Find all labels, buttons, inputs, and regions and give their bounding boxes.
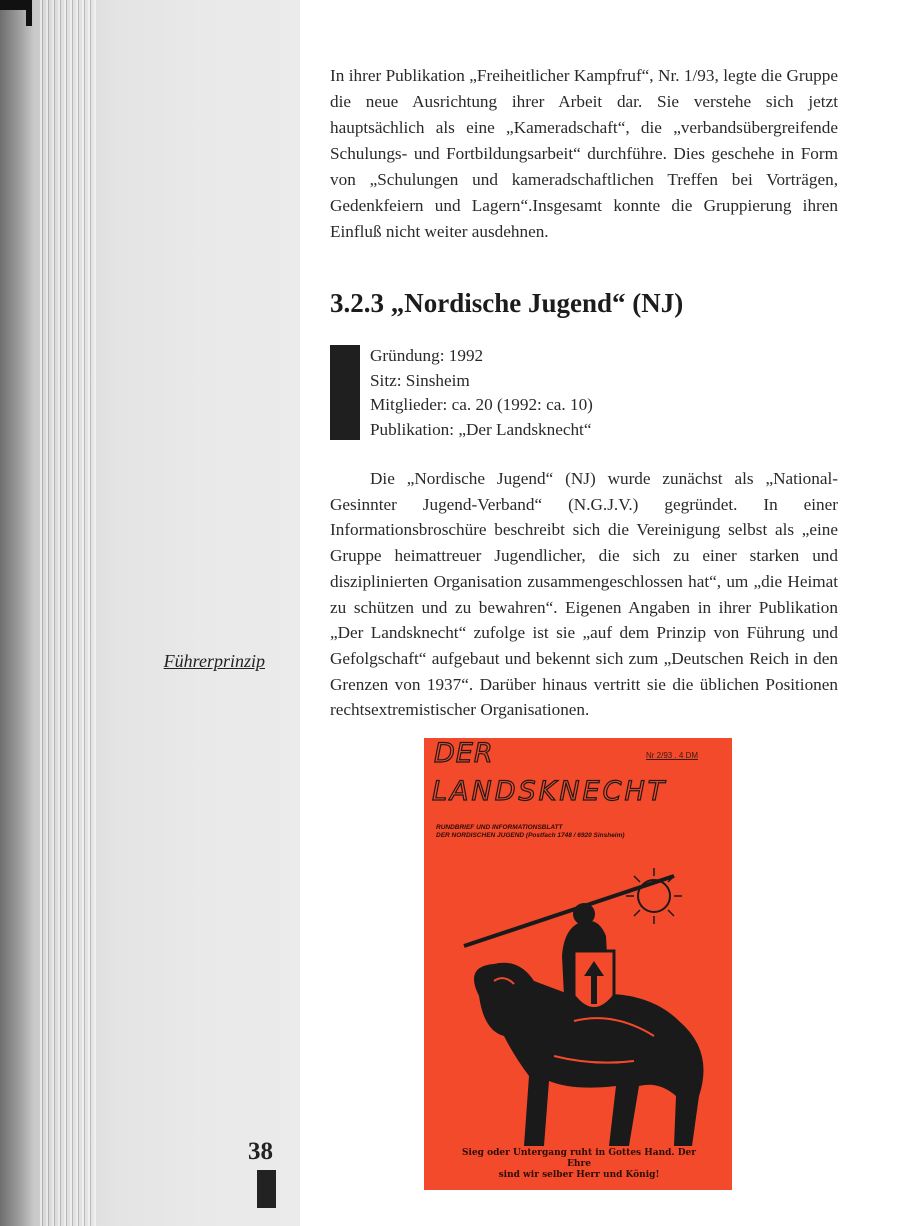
info-box [330, 345, 630, 440]
cover-motto [454, 1148, 704, 1181]
cover-motto-line2: sind wir selber Herr und König! [498, 1170, 660, 1180]
cover-subtitle-line2: DER NORDISCHEN JUGEND (Postfach 1748 / 6920 Sinsheim) [436, 832, 625, 839]
paragraph-nordische-jugend: Die „Nordische Jugend“ (NJ) wurde zunächst als „National-Gesinnter Jugend-Verband“ (N.G.J.V.) gegründet. In einer Informationsbroschüre beschreibt sich die Vereinigung selbst als „eine Gruppe heimattreuer Jugendlicher, die sich zu einer starken und disziplinierten Organisation zusammengeschlossen hat“, um „die Heimat zu schützen und zu bewahren“. Eigenen Angaben in ihrer Publikation „Der Landsknecht“ zufolge ist sie „auf dem Prinzip von Führung und Gefolgschaft“ aufgebaut und bekennt sich zum „Deutschen Reich in den Grenzen von 1937“. Darüber hinaus vertritt sie die üblichen Positionen rechtsextremistischer Organisationen. [330, 469, 838, 720]
cover-subtitle [436, 824, 625, 840]
page-number: 38 [248, 1138, 273, 1165]
nj-text-block [330, 466, 838, 723]
cover-subtitle-line1: RUNDBRIEF UND INFORMATIONSBLATT [436, 824, 563, 831]
info-publication: Publikation: „Der Landsknecht“ [370, 419, 592, 439]
cover-title-landsknecht: LANDSKNECHT [432, 776, 668, 807]
info-box-lines [370, 344, 593, 442]
paragraph-kampfruf: In ihrer Publikation „Freiheitlicher Kampfruf“, Nr. 1/93, legte die Gruppe die neue Ausrichtung ihrer Arbeit dar. Sie verstehe sich jetzt hauptsächlich als eine „Kameradschaft“, die „verbandsübergreifende Schulungs- und Fortbildungsarbeit“ durchführe. Dies geschehe in Form von „Schulungen und kameradschaftlichen Treffen bei Vorträgen, Gedenkfeiern und Lagern“.Insgesamt konnte die Gruppierung ihren Einfluß nicht weiter ausdehnen. [330, 66, 838, 241]
info-founded: Gründung: 1992 [370, 346, 484, 365]
rider-head [573, 903, 595, 925]
intro-text-block [330, 63, 838, 245]
cover-motto-line1: Sieg oder Untergang ruht in Gottes Hand. Der Ehre [462, 1148, 696, 1169]
page-number-bar [257, 1170, 276, 1208]
info-box-bar [330, 345, 360, 440]
cover-issue: Nr 2/93 . 4 DM [646, 751, 699, 760]
landsknecht-cover-image [424, 738, 732, 1190]
info-members: Mitglieder: ca. 20 (1992: ca. 10) [370, 395, 593, 414]
cover-title-der: DER [434, 738, 494, 769]
book-page-edges [40, 0, 96, 1226]
corner-mark [0, 0, 26, 10]
section-heading: 3.2.3 „Nordische Jugend“ (NJ) [330, 288, 684, 318]
corner-mark-vertical [26, 0, 32, 26]
knight-illustration [424, 846, 732, 1146]
info-seat: Sitz: Sinsheim [370, 370, 470, 390]
margin-note: Führerprinzip [163, 651, 265, 671]
